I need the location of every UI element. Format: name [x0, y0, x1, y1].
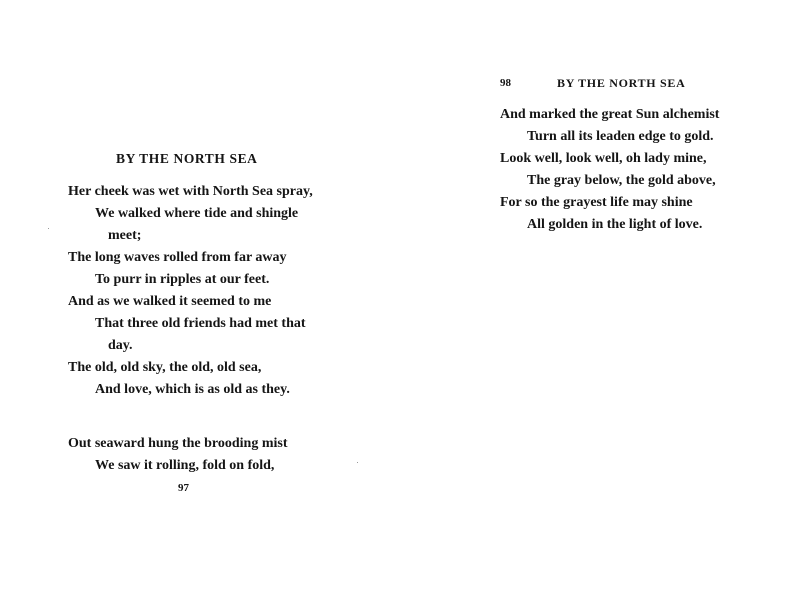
running-head: [500, 76, 720, 96]
poem-line: The long waves rolled from far away: [68, 250, 287, 265]
running-title: BY THE NORTH SEA: [557, 76, 686, 90]
poem-line: We walked where tide and shingle: [95, 206, 299, 221]
poem-line: And as we walked it seemed to me: [68, 294, 272, 309]
page-number-98: 98: [500, 77, 511, 89]
poem-line: The old, old sky, the old, old sea,: [68, 360, 262, 375]
paper-speck: [357, 462, 358, 463]
poem-line: We saw it rolling, fold on fold,: [95, 458, 275, 473]
poem-line: day.: [108, 338, 133, 353]
poem-line: Out seaward hung the brooding mist: [68, 436, 288, 451]
paper-speck: [48, 228, 49, 229]
poem-title: BY THE NORTH SEA: [116, 151, 258, 166]
poem-line: That three old friends had met that: [95, 316, 306, 331]
page-number-97: 97: [178, 482, 189, 494]
poem-line: Her cheek was wet with North Sea spray,: [68, 184, 313, 199]
poem-line: Look well, look well, oh lady mine,: [500, 151, 707, 166]
poem-line: All golden in the light of love.: [527, 217, 703, 232]
poem-line: The gray below, the gold above,: [527, 173, 716, 188]
poem-line: meet;: [108, 228, 142, 243]
poem-line: To purr in ripples at our feet.: [95, 272, 270, 287]
poem-line: And marked the great Sun alchemist: [500, 107, 720, 122]
poem-line: And love, which is as old as they.: [95, 382, 290, 397]
poem-line: For so the grayest life may shine: [500, 195, 693, 210]
poem-line: Turn all its leaden edge to gold.: [527, 129, 714, 144]
